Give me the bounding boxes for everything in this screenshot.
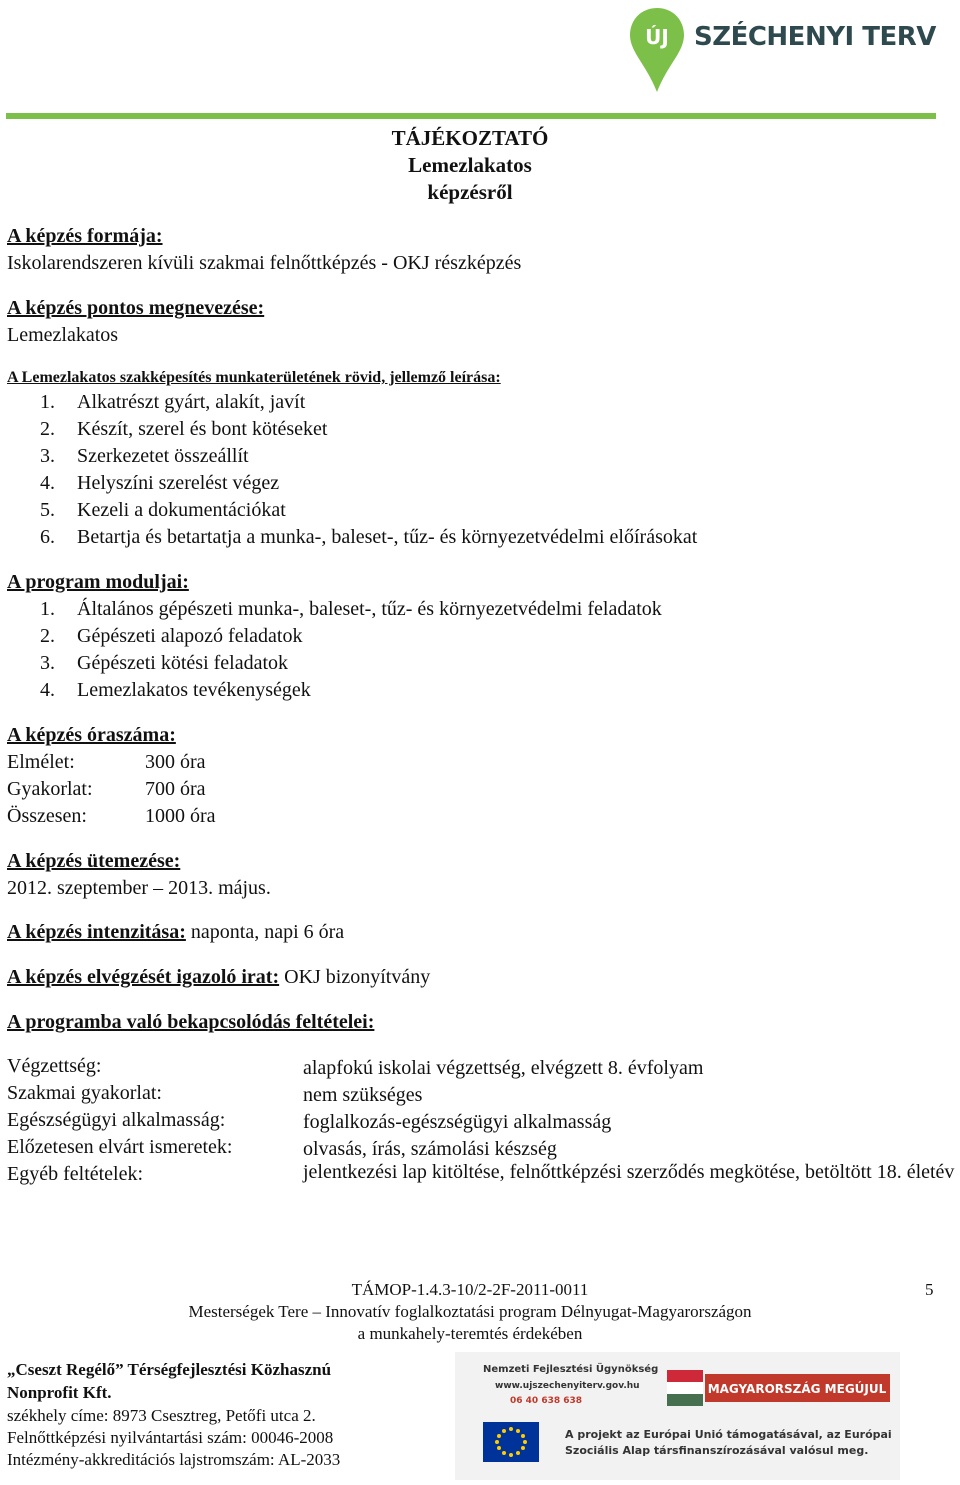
feltetel-value: jelentkezési lap kitöltése, felnőttképzési szerződés megkötése, betöltött 18. életév: [303, 1161, 955, 1183]
list-item-number: 5.: [40, 499, 55, 521]
feltetel-value: nem szükséges: [303, 1084, 423, 1106]
document-subtitle-2: képzésről: [427, 180, 513, 204]
oraszam-label: Összesen:: [7, 805, 87, 827]
hungarian-flag-icon: [667, 1370, 703, 1406]
banner-slogan: MAGYARORSZÁG MEGÚJUL: [707, 1382, 887, 1396]
forma-value: Iskolarendszeren kívüli szakmai felnőttképzés - OKJ részképzés: [7, 252, 522, 274]
section-heading-munkaterulet: A Lemezlakatos szakképesítés munkaterületének rövid, jellemző leírása:: [7, 369, 501, 386]
oraszam-value: 300 óra: [145, 751, 206, 773]
section-heading-intenzitas: A képzés intenzitása:: [7, 921, 186, 943]
oraszam-label: Gyakorlat:: [7, 778, 93, 800]
org-accreditation: Intézmény-akkreditációs lajstromszám: AL-2033: [7, 1450, 341, 1469]
logo-badge: ÚJ: [645, 25, 669, 49]
intenzitas-value: naponta, napi 6 óra: [185, 921, 345, 943]
oraszam-label: Elmélet:: [7, 751, 75, 773]
section-heading-megnevezes: A képzés pontos megnevezése:: [7, 297, 265, 319]
oraszam-value: 1000 óra: [145, 805, 216, 827]
banner-agency-name: Nemzeti Fejlesztési Ügynökség: [483, 1364, 659, 1375]
irat-line: [7, 966, 430, 989]
banner-eu-text: A projekt az Európai Unió támogatásával, az Európai: [565, 1428, 892, 1441]
irat-value: OKJ bizonyítvány: [279, 966, 431, 988]
oraszam-value: 700 óra: [145, 778, 206, 800]
list-item: Kezeli a dokumentációkat: [77, 499, 286, 521]
list-item-number: 2.: [40, 418, 55, 440]
footer-project-code: TÁMOP-1.4.3-10/2-2F-2011-0011: [351, 1280, 589, 1299]
banner-eu-text-2: Szociális Alap társfinanszírozásával valósul meg.: [565, 1444, 869, 1457]
list-item-number: 3.: [40, 652, 55, 674]
section-heading-forma: A képzés formája:: [7, 225, 163, 247]
org-address: székhely címe: 8973 Csesztreg, Petőfi utca 2.: [7, 1406, 316, 1425]
org-name-2: Nonprofit Kft.: [7, 1383, 112, 1402]
list-item-number: 1.: [40, 391, 55, 413]
list-item: Általános gépészeti munka-, baleset-, tűz- és környezetvédelmi feladatok: [77, 598, 662, 620]
feltetel-value: foglalkozás-egészségügyi alkalmasság: [303, 1111, 612, 1133]
list-item-number: 3.: [40, 445, 55, 467]
list-item: Betartja és betartatja a munka-, baleset-, tűz- és környezetvédelmi előírásokat: [77, 526, 698, 548]
list-item: Alkatrészt gyárt, alakít, javít: [77, 391, 306, 413]
list-item: Helyszíni szerelést végez: [77, 472, 280, 494]
list-item: Lemezlakatos tevékenységek: [77, 679, 311, 701]
section-heading-feltetelek: A programba való bekapcsolódás feltételei:: [7, 1011, 375, 1033]
feltetel-label: Egyéb feltételek:: [7, 1163, 144, 1185]
feltetel-value: olvasás, írás, számolási készség: [303, 1138, 557, 1160]
section-heading-utemezes: A képzés ütemezése:: [7, 850, 181, 872]
document-title: TÁJÉKOZTATÓ: [391, 126, 549, 150]
eu-flag-icon: [483, 1422, 539, 1462]
feltetel-label: Végzettség:: [7, 1055, 102, 1077]
page-number: 5: [925, 1280, 934, 1299]
feltetel-value: alapfokú iskolai végzettség, elvégzett 8. évfolyam: [303, 1057, 704, 1079]
logo-text: SZÉCHENYI TERV: [694, 22, 936, 52]
feltetel-label: Szakmai gyakorlat:: [7, 1082, 162, 1104]
utemezes-value: 2012. szeptember – 2013. május.: [7, 877, 271, 899]
list-item-number: 6.: [40, 526, 55, 548]
list-item: Szerkezetet összeállít: [77, 445, 249, 467]
list-item-number: 4.: [40, 679, 55, 701]
banner-agency-phone: 06 40 638 638: [510, 1396, 583, 1406]
feltetel-label: Előzetesen elvárt ismeretek:: [7, 1136, 233, 1158]
megnevezes-value: Lemezlakatos: [7, 324, 119, 346]
org-registration: Felnőttképzési nyilvántartási szám: 00046-2008: [7, 1428, 334, 1447]
list-item-number: 2.: [40, 625, 55, 647]
list-item: Készít, szerel és bont kötéseket: [77, 418, 328, 440]
footer-program-name: Mesterségek Tere – Innovatív foglalkoztatási program Délnyugat-Magyarországon: [188, 1302, 752, 1321]
intenzitas-line: [7, 921, 344, 944]
header-divider: [6, 113, 936, 119]
list-item: Gépészeti alapozó feladatok: [77, 625, 303, 647]
eu-funding-banner: [455, 1352, 900, 1480]
list-item: Gépészeti kötési feladatok: [77, 652, 289, 674]
section-heading-irat: A képzés elvégzését igazoló irat:: [7, 966, 280, 988]
org-name: „Cseszt Regélő” Térségfejlesztési Közhasznú: [7, 1360, 332, 1379]
list-item-number: 1.: [40, 598, 55, 620]
section-heading-oraszam: A képzés óraszáma:: [7, 724, 176, 746]
uj-szechenyi-terv-logo-pin-icon: [628, 6, 686, 94]
document-subtitle: Lemezlakatos: [408, 153, 532, 177]
banner-agency-url: www.ujszechenyiterv.gov.hu: [495, 1381, 640, 1391]
footer-program-subtitle: a munkahely-teremtés érdekében: [357, 1324, 583, 1343]
list-item-number: 4.: [40, 472, 55, 494]
section-heading-modulok: A program moduljai:: [7, 571, 189, 593]
feltetel-label: Egészségügyi alkalmasság:: [7, 1109, 226, 1131]
